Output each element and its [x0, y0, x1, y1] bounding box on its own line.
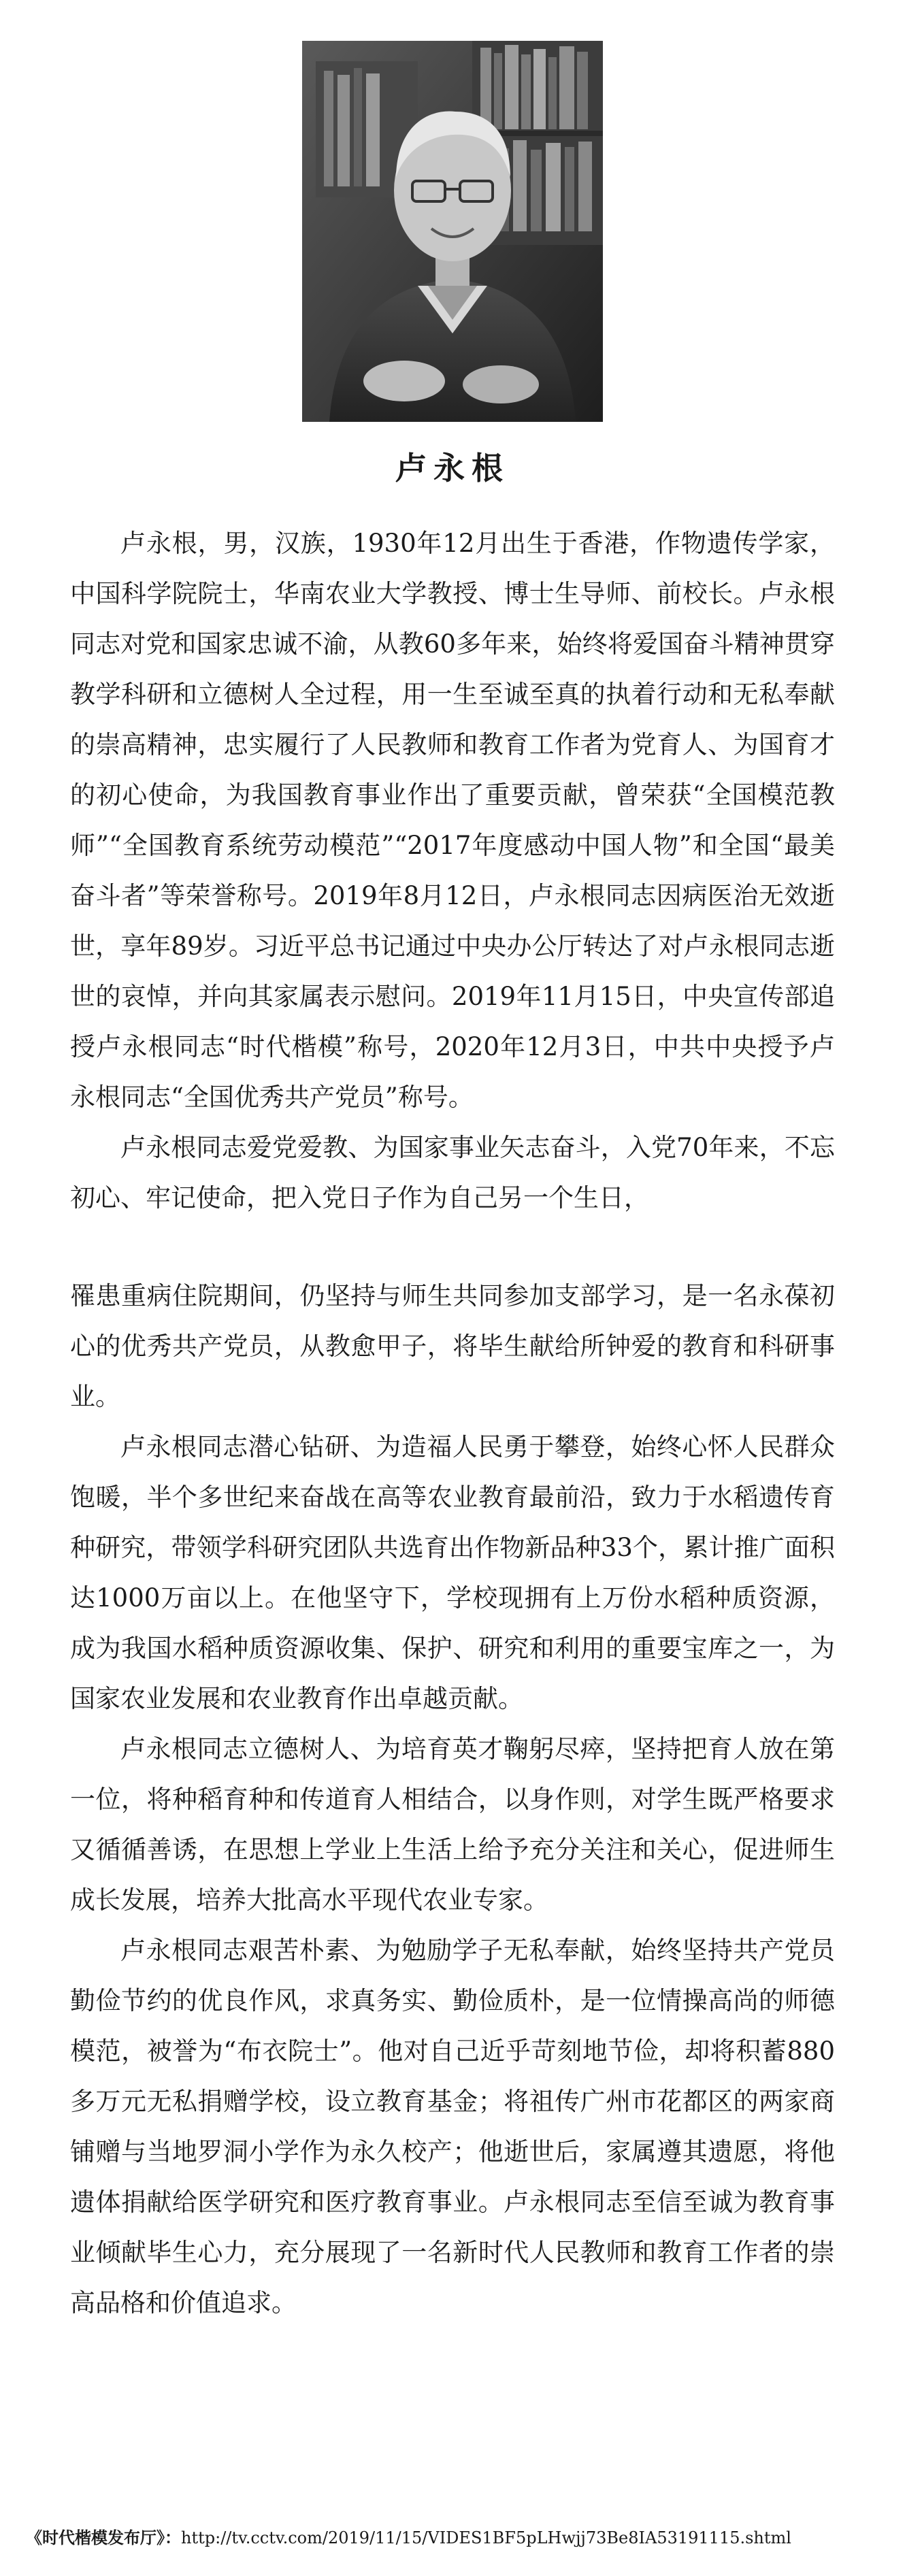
paragraph: 卢永根，男，汉族，1930年12月出生于香港，作物遗传学家，中国科学院院士，华南农业大学教授、博士生导师、前校长。卢永根同志对党和国家忠诚不渝，从教60多年来，始终将爱国奋斗精神贯穿教学科研和立德树人全过程，用一生至诚至真的执着行动和无私奉献的崇高精神，忠实履行了人民教师和教育工作者为党育人、为国育才的初心使命，为我国教育事业作出了重要贡献，曾荣获“全国模范教师”“全国教育系统劳动模范”“2017年度感动中国人物”和全国“最美奋斗者”等荣誉称号。2019年8月12日，卢永根同志因病医治无效逝世，享年89岁。习近平总书记通过中央办公厅转达了对卢永根同志逝世的哀悼，并向其家属表示慰问。2019年11月15日，中央宣传部追授卢永根同志“时代楷模”称号，2020年12月3日，中共中央授予卢永根同志“全国优秀共产党员”称号。	[70, 529, 835, 1112]
paragraph: 罹患重病住院期间，仍坚持与师生共同参加支部学习，是一名永葆初心的优秀共产党员，从教愈甲子，将毕生献给所钟爱的教育和科研事业。	[70, 1281, 835, 1411]
paragraph: 卢永根同志立德树人、为培育英才鞠躬尽瘁，坚持把育人放在第一位，将种稻育种和传道育人相结合，以身作则，对学生既严格要求又循循善诱，在思想上学业上生活上给予充分关注和关心，促进师生成长发展，培养大批高水平现代农业专家。	[70, 1734, 835, 1915]
paragraph: 卢永根同志潜心钻研、为造福人民勇于攀登，始终心怀人民群众饱暖，半个多世纪来奋战在高等农业教育最前沿，致力于水稻遗传育种研究，带领学科研究团队共选育出作物新品种33个，累计推广面积达1000万亩以上。在他坚守下，学校现拥有上万份水稻种质资源，成为我国水稻种质资源收集、保护、研究和利用的重要宝库之一，为国家农业发展和农业教育作出卓越贡献。	[70, 1432, 835, 1713]
paragraph-gap	[70, 1223, 835, 1271]
source-url-link[interactable]: http://tv.cctv.com/2019/11/15/VIDES1BF5pLHwjj73Be8IA53191115.shtml	[181, 2528, 791, 2547]
biography-text	[70, 518, 835, 2328]
portrait-illustration	[302, 41, 603, 422]
paragraph: 卢永根同志爱党爱教、为国家事业矢志奋斗，入党70年来，不忘初心、牢记使命，把入党日子作为自己另一个生日，	[70, 1133, 835, 1212]
paragraph: 卢永根同志艰苦朴素、为勉励学子无私奉献，始终坚持共产党员勤俭节约的优良作风，求真务实、勤俭质朴，是一位情操高尚的师德模范，被誉为“布衣院士”。他对自己近乎苛刻地节俭，却将积蓄880多万元无私捐赠学校，设立教育基金；将祖传广州市花都区的两家商铺赠与当地罗洞小学作为永久校产；他逝世后，家属遵其遗愿，将他遗体捐献给医学研究和医疗教育事业。卢永根同志至信至诚为教育事业倾献毕生心力，充分展现了一名新时代人民教师和教育工作者的崇高品格和价值追求。	[70, 1936, 835, 2317]
source-footer	[26, 2524, 883, 2548]
portrait-photo	[302, 41, 603, 422]
source-label: 《时代楷模发布厅》：	[26, 2528, 181, 2547]
person-name: 卢永根	[395, 450, 510, 486]
